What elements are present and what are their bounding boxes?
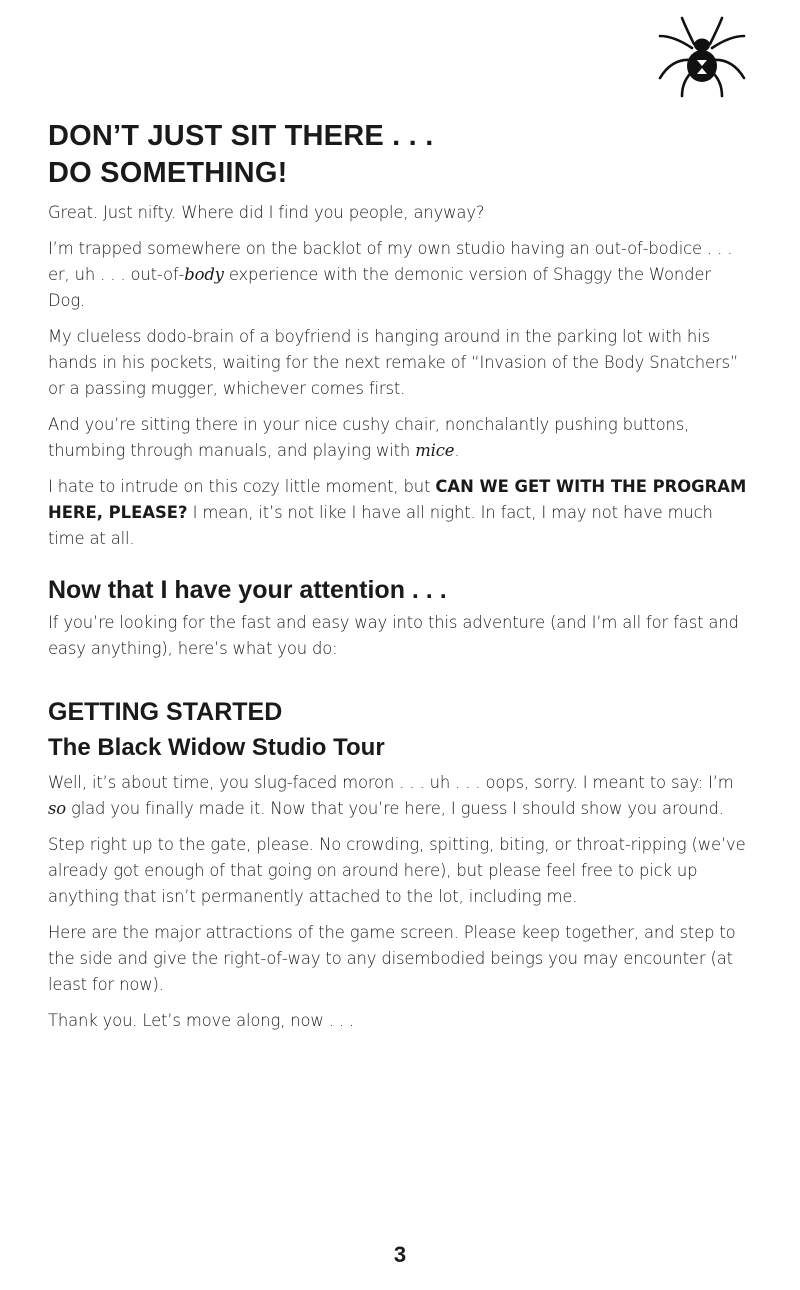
page-number: 3 [393, 1242, 407, 1267]
paragraph-boyfriend: My clueless dodo-brain of a boyfriend is hanging around in the parking lot with his hands in his pockets, waiting for the next remake of “Invasion of the Body Snatchers” or a passing mugger, whichever comes first. [48, 327, 739, 398]
heading-line-1: DON’T JUST SIT THERE . . . [48, 120, 434, 152]
section-heading-attention: Now that I have your attention . . . [48, 576, 447, 604]
paragraph-about-time: Well, it’s about time, you slug-faced moron . . . uh . . . oops, sorry. I meant to say: I’m so glad you finally made it. Now that you’re here, I guess I should show you around. [48, 773, 734, 818]
paragraph-attractions: Here are the major attractions of the game screen. Please keep together, and step to the side and give the right-of-way to any disembodied beings you may encounter (at least for now). [48, 923, 736, 994]
heading-line-2: DO SOMETHING! [48, 157, 288, 189]
paragraph-gate: Step right up to the gate, please. No crowding, spitting, biting, or throat-ripping (we’ve already got enough of that going on around here), but please feel free to pick up anything that isn’t permanently attached to the lot, including me. [48, 835, 746, 906]
section-heading-getting-started: GETTING STARTED [48, 698, 283, 726]
section-heading-dont-just-sit [48, 118, 748, 192]
subheading-studio-tour: The Black Widow Studio Tour [48, 734, 385, 761]
bold-program-here: CAN WE GET WITH THE PROGRAM HERE, PLEASE? [48, 477, 747, 522]
paragraph-fast-easy: If you’re looking for the fast and easy way into this adventure (and I’m all for fast and easy anything), here’s what you do: [48, 613, 739, 658]
paragraph-great: Great. Just nifty. Where did I find you people, anyway? [48, 203, 485, 222]
emphasis-so: so [48, 799, 66, 818]
paragraph-program: I hate to intrude on this cozy little moment, but CAN WE GET WITH THE PROGRAM HERE, PLEASE? I mean, it’s not like I have all night. In fact, I may not have much time at all. [48, 477, 747, 548]
paragraph-cushy-chair: And you’re sitting there in your nice cushy chair, nonchalantly pushing buttons, thumbing through manuals, and playing with mice. [48, 415, 690, 460]
page-content [48, 118, 748, 1044]
paragraph-trapped: I’m trapped somewhere on the backlot of my own studio having an out-of-bodice . . . er, uh . . . out-of-body experience with the demonic version of Shaggy the Wonder Dog. [48, 239, 733, 310]
emphasis-body: body [184, 265, 224, 284]
black-widow-spider-icon [652, 14, 752, 100]
emphasis-mice: mice [415, 441, 455, 460]
paragraph-thank-you: Thank you. Let’s move along, now . . . [48, 1011, 355, 1030]
